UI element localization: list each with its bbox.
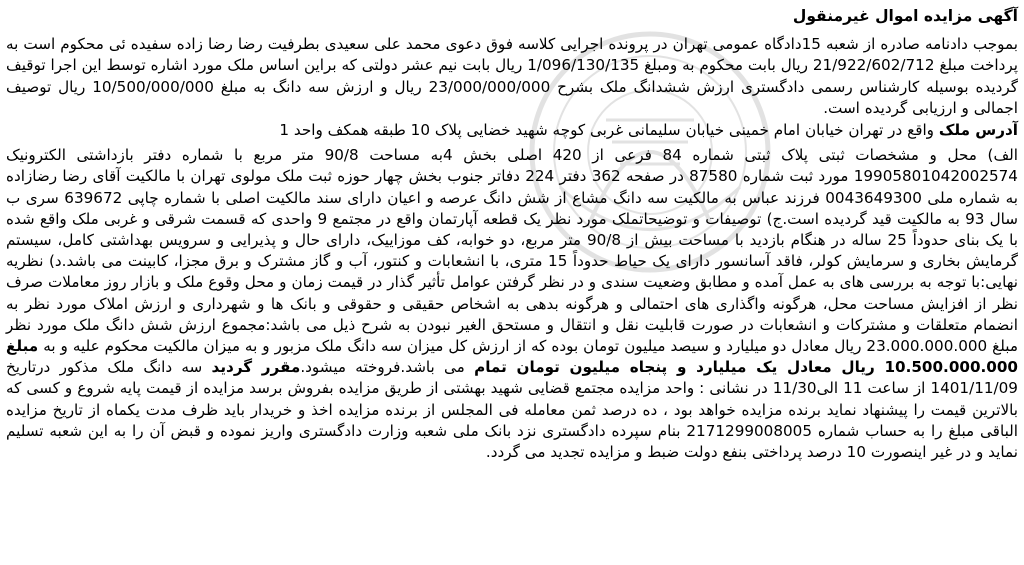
property-address-paragraph (6, 120, 1018, 141)
auction-amount-text: مبلغ 10.500.000.000 ریال معادل یک میلیارد و پنجاه میلیون تومان تمام (6, 337, 1019, 377)
address-text: واقع در تهران خیابان امام خمینی خیابان سلیمانی غربی کوچه شهید خضایی پلاک 10 طبقه همکف واحد 1 (279, 121, 935, 140)
auction-decision-label: مقرر گردید (211, 358, 301, 377)
property-description-paragraph (6, 145, 1018, 463)
address-label: آدرس ملک (938, 121, 1018, 140)
auction-terms-text: سه دانگ ملک مذکور درتاریخ 1401/11/09 از ساعت 11 الی11/30 در نشانی : واحد مزایده مجتمع قضایی شهید بهشتی از طریق مزایده بفروش برسد مزایده از قیمت پایه شروع و کسی که بالاترین قیمت را پیشنهاد نماید برنده مزایده خواهد بود ، ده درصد ثمن معامله فی المجلس از برنده مزایده اخذ و خریدار باید ظرف مدت یکماه از تاریخ مزایده الباقی مبلغ را به حساب شماره 2171299008005 بنام سپرده دادگستری نزد بانک ملی شعبه وزارت دادگستری واریز نموده و قبض آن را به این شعبه تسلیم نماید و در غیر اینصورت 10 درصد پرداختی بنفع دولت ضبط و مزایده تجدید می گردد. (6, 358, 1018, 462)
notice-intro-paragraph: بموجب دادنامه صادره از شعبه 15دادگاه عمومی تهران در پرونده اجرایی کلاسه فوق دعوی محمد علی سعیدی بطرفیت رضا رضا زاده سفیده ئی محکوم است به پرداخت مبلغ 21/922/602/712 ریال بابت محکوم به ومبلغ 1/096/130/135 ریال بابت نیم عشر دولتی که براین اساس ملک مورد اشاره توسط این اجرا توقیف گردیده بوسیله کارشناس رسمی دادگستری ارزش ششدانگ ملک بشرح 23/000/000/000 ریال و ارزش سه دانگ به مبلغ 10/500/000/000 ریال توصیف اجمالی و ارزیابی گردیده است. (6, 35, 1019, 117)
sale-statement-text: می باشد.فروخته میشود. (300, 358, 465, 377)
notice-content (6, 6, 1018, 464)
property-details-text: الف) محل و مشخصات ثبتی پلاک ثبتی شماره 84 فرعی از 420 اصلی بخش 4به مساحت 90/8 متر مربع با شماره دفتر بازداشتی الکترونیک 19905801042002574 مورد ثبت شماره 87580 در صفحه 362 دفتر 224 دفاتر جنوب بخش چهار حوزه ثبت ملک مولوی تهران با مالکیت آقای رضا رضازاده به شماره ملی 0043649300 فرزند عباس به مالکیت سه دانگ مشاع از شش دانگ عرصه و اعیان دارای سند مالکیت اصلی با شماره چاپی 639672 سری ب سال 93 به مالکیت قید گردیده است.ج) توصیفات و توضیحاتملک مورد نظر یک قطعه آپارتمان واقع در مجتمع 9 واحدی که قسمت شرقی و غربی ملک واقع شده با یک بنای حدوداً 25 ساله در هنگام بازدید با مساحت بیش از 90/8 متر مربع، دو خوابه، کف موزاییک، دارای حال و پذیرایی و سرویس بهداشتی کامل، سیستم گرمایش بخاری و سرمایش کولر، فاقد آسانسور دارای یک حیاط حدوداً 15 متری، با انشعابات و کنتور، آب و گاز مشترک و برق مجزا، کابینت می باشد.د) نظریه نهایی:با توجه به بررسی های به عمل آمده و مطابق وضعیت سندی و در نظر گرفتن عوامل تأثیر گذار در قیمت زمان و محل وقوع ملک و بازار روز معاملات صرف نظر از افزایش مساحت محل، هرگونه واگذاری های احتمالی و هرگونه بدهی به اشخاص حقیقی و حقوقی و بانک ها و شهرداری و ارزش املاک مورد نظر به انضمام متعلقات و مشترکات و انشعابات در صورت قابلیت نقل و انتقال و مستحق الغیر نبودن به شرح ذیل می باشد:مجموع ارزش شش دانگ ملک مورد نظر مبلغ 23.000.000.000 ریال معادل دو میلیارد و سیصد میلیون تومان بوده که از ارزش کل میزان سه دانگ ملک مزبور و به میزان مالکیت محکوم علیه و به (6, 146, 1019, 356)
notice-title: آگهی مزایده اموال غیرمنقول (792, 7, 1018, 25)
